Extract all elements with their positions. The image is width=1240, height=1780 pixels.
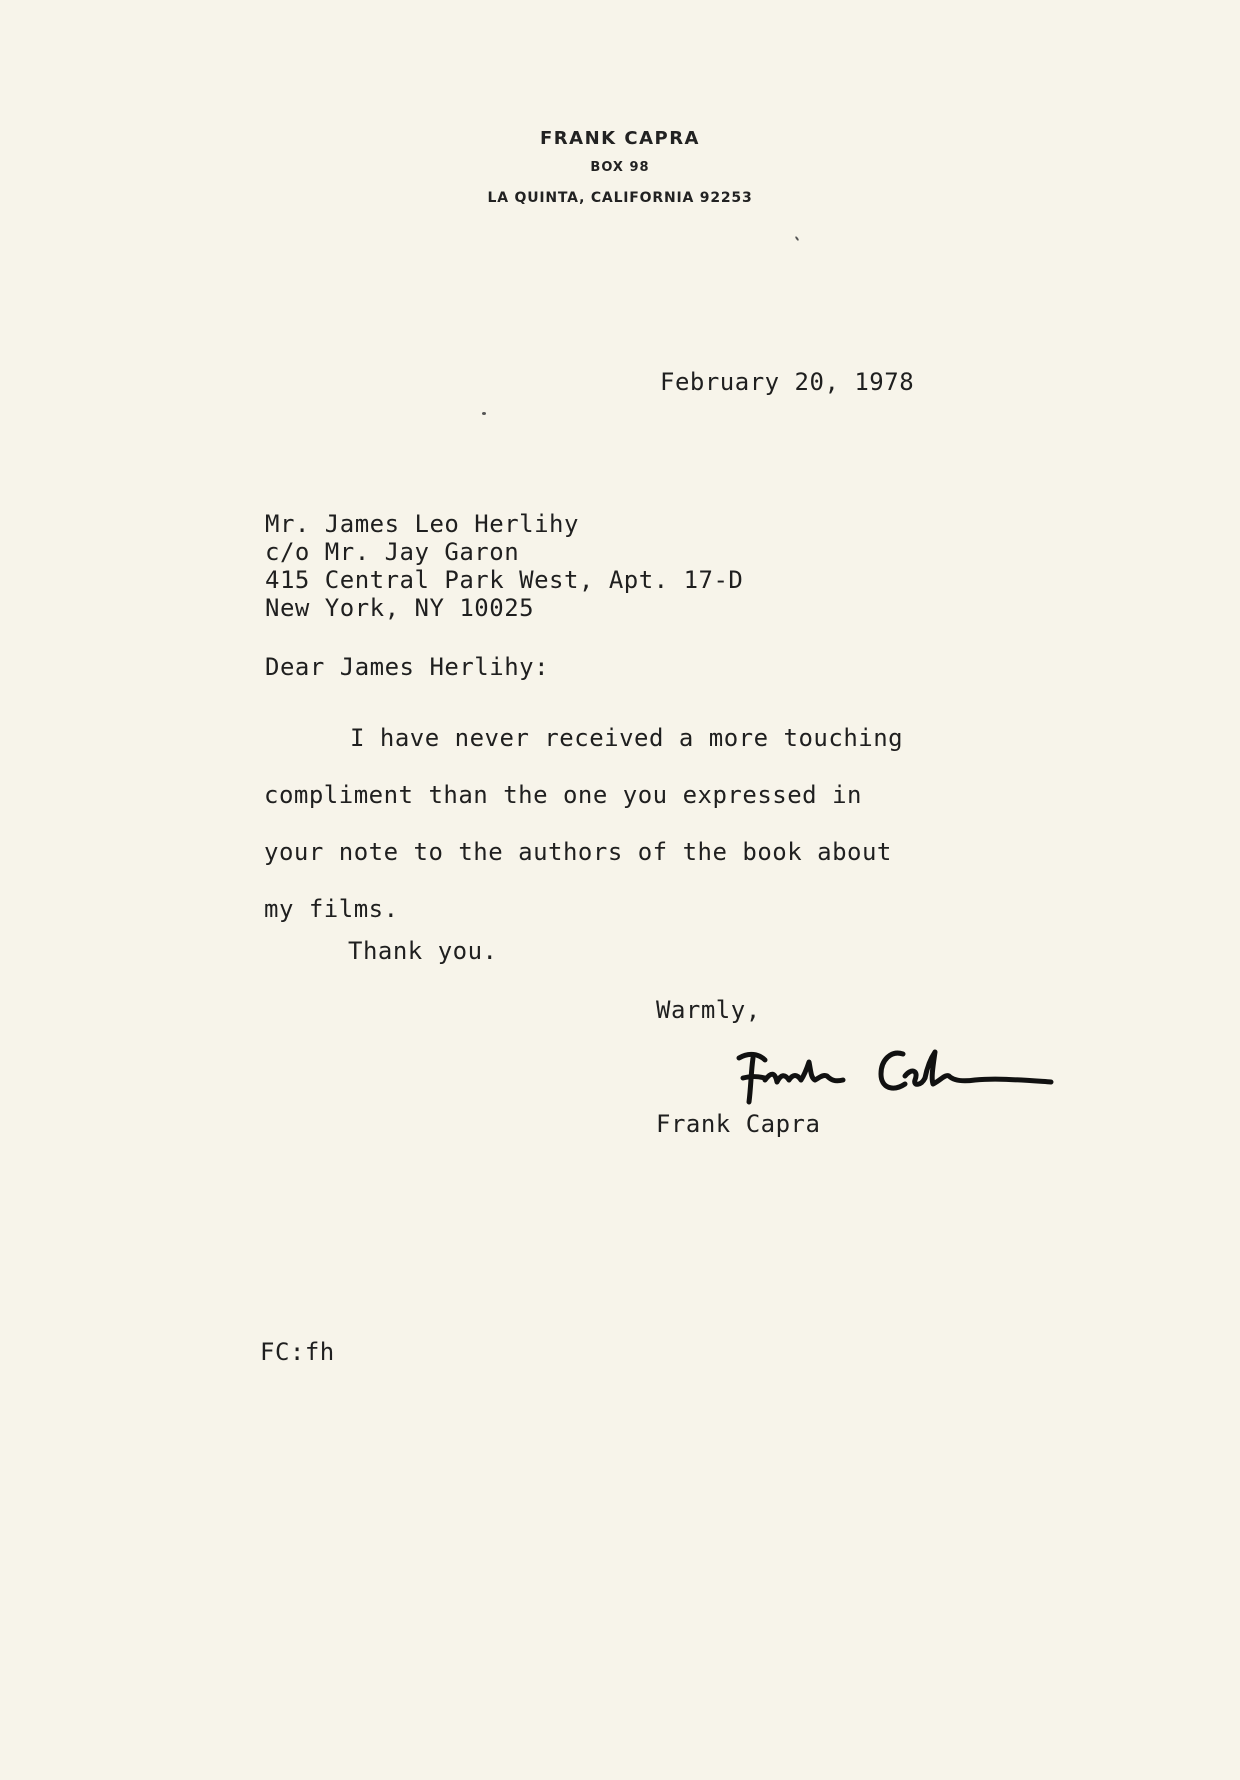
letterhead-city: LA QUINTA, CALIFORNIA 92253 bbox=[487, 190, 753, 206]
letterhead-box: BOX 98 bbox=[590, 160, 650, 175]
address-line: c/o Mr. Jay Garon bbox=[265, 538, 520, 566]
body-line: compliment than the one you expressed in bbox=[264, 781, 862, 809]
body-line bbox=[264, 710, 903, 767]
body-line: my films. bbox=[264, 895, 399, 923]
salutation: Dear James Herlihy: bbox=[265, 653, 550, 681]
address-line: Mr. James Leo Herlihy bbox=[265, 510, 579, 538]
recipient-address bbox=[265, 510, 743, 622]
typist-initials: FC:fh bbox=[260, 1338, 335, 1366]
paper-speck bbox=[482, 412, 486, 415]
paper-speck bbox=[795, 236, 800, 241]
closing: Warmly, bbox=[656, 996, 761, 1024]
body-line: your note to the authors of the book about bbox=[264, 838, 892, 866]
address-line: New York, NY 10025 bbox=[265, 594, 535, 622]
letter-body bbox=[264, 710, 903, 938]
address-line: 415 Central Park West, Apt. 17-D bbox=[265, 566, 744, 594]
body-line-text: I have never received a more touching bbox=[350, 724, 904, 752]
letterhead-name: FRANK CAPRA bbox=[540, 128, 700, 149]
letterhead bbox=[0, 128, 1240, 206]
handwritten-signature bbox=[735, 1044, 1055, 1114]
letter-date: February 20, 1978 bbox=[660, 368, 915, 396]
thanks-line: Thank you. bbox=[348, 937, 498, 965]
signer-name: Frank Capra bbox=[656, 1110, 821, 1138]
